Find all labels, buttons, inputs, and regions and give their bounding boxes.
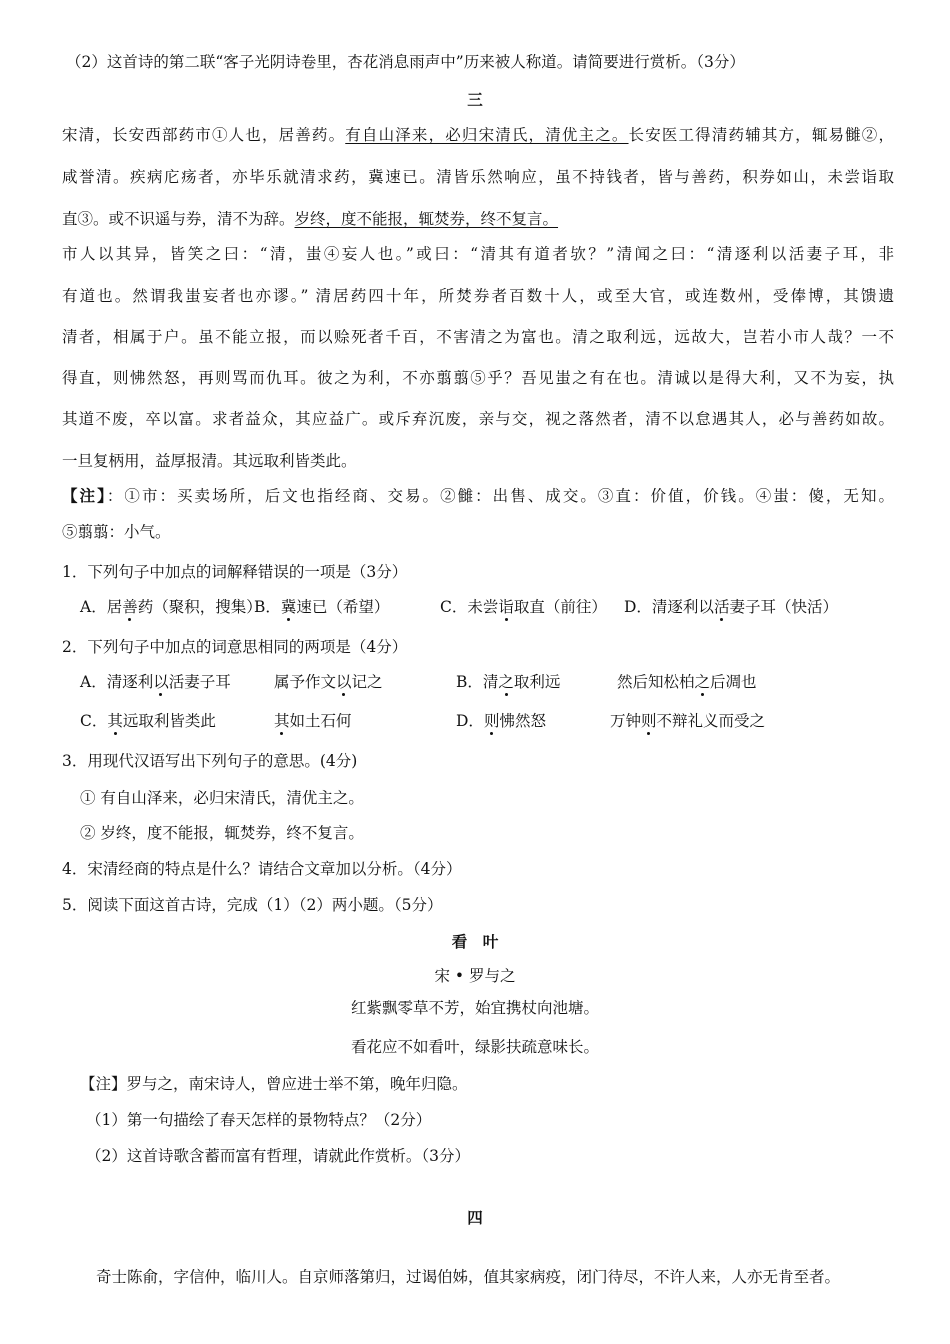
question-4: 4．宋清经商的特点是什么？请结合文章加以分析。（4分） — [62, 860, 462, 878]
underlined-sentence-2: 岁终，度不能报，辄焚券，终不复言。 — [294, 210, 559, 228]
question-2-options-row-2 — [80, 710, 900, 732]
question-2-options-row-1 — [80, 671, 900, 693]
passage-line-9: 一旦复柄用，益厚报清。其远取利皆类此。 — [62, 452, 357, 470]
underlined-sentence-1: 有自山泽来，必归宋清氏，清优主之。 — [345, 126, 629, 144]
q1-option-a: A．居善药（聚积，搜集） — [80, 598, 262, 616]
q2-option-a-2: 属予作文以记之 — [274, 673, 383, 691]
passage-line-3: 直③。或不识遥与券，清不为辞。岁终，度不能报，辄焚券，终不复言。 — [62, 210, 559, 228]
q2-option-d-1: D．则怫然怒 — [456, 712, 546, 730]
passage-line-6: 清者，相属于户。虽不能立报，而以赊死者千百，不害清之为富也。清之取利远，远故大，岂若小市人哉？一不 — [62, 328, 894, 346]
section-4-passage-line-1: 奇士陈俞，字信仲，临川人。自京师落第归，过谒伯姊，值其家病疫，闭门待尽，不许人来，人亦无肯至者。 — [96, 1268, 841, 1286]
previous-question-2: （2）这首诗的第二联“客子光阴诗卷里，杏花消息雨声中”历来被人称道。请简要进行赏析。（3分） — [66, 53, 745, 71]
q1-option-b: B．冀速已（希望） — [254, 598, 390, 616]
passage-line-7: 得直，则怫然怒，再则骂而仇耳。彼之为利，不亦翦翦⑤乎？吾见蚩之有在也。清诚以是得大利，又不为妄，执 — [62, 369, 894, 387]
q2-option-c-2: 其如土石何 — [274, 712, 352, 730]
poem-title: 看 叶 — [451, 932, 499, 951]
passage-line-5: 有道也。然谓我蚩妄者也亦谬。” 清居药四十年，所焚券者百数十人，或至大官，或连数州，受俸博，其馈遗 — [62, 287, 894, 305]
question-3-sentence-1: ① 有自山泽来，必归宋清氏，清优主之。 — [80, 789, 364, 807]
q1-option-c: C．未尝诣取直（前往） — [440, 598, 607, 616]
poem-line-1: 红紫飘零草不芳，始宜携杖向池塘。 — [350, 999, 599, 1017]
q2-option-c-1: C．其远取利皆类此 — [80, 712, 216, 730]
poem-line-2: 看花应不如看叶，绿影扶疏意味长。 — [350, 1038, 599, 1056]
q2-option-a-1: A．清逐利以活妻子耳 — [80, 673, 231, 691]
section-3-heading: 三 — [467, 90, 483, 109]
annotation-line-1: 【注】：①市：买卖场所，后文也指经商、交易。②雠：出售、成交。③直：价值，价钱。④蚩：傻，无知。 — [62, 486, 894, 505]
poem-question-2: （2）这首诗歌含蓄而富有哲理，请就此作赏析。（3分） — [86, 1147, 470, 1165]
question-3-stem: 3．用现代汉语写出下列句子的意思。(4分) — [62, 752, 358, 770]
passage-line-8: 其道不废，卒以富。求者益众，其应益广。或斥弃沉废，亲与交，视之落然者，清不以怠遇其人，必与善药如故。 — [62, 410, 894, 428]
question-5-stem: 5．阅读下面这首古诗，完成（1）（2）两小题。（5分） — [62, 896, 443, 914]
question-3-sentence-2: ② 岁终，度不能报，辄焚券，终不复言。 — [80, 824, 364, 842]
question-1-options — [80, 596, 838, 618]
passage-line-2: 咸誉清。疾病庀疡者，亦毕乐就清求药，冀速已。清皆乐然响应，虽不持钱者，皆与善药，积券如山，未尝诣取 — [62, 168, 894, 186]
q2-option-b-2: 然后知松柏之后凋也 — [617, 673, 757, 691]
question-2-stem: 2．下列句子中加点的词意思相同的两项是（4分） — [62, 638, 408, 656]
poem-annotation: 【注】罗与之，南宋诗人，曾应进士举不第，晚年归隐。 — [80, 1075, 468, 1093]
poem-author: 宋 • 罗与之 — [434, 967, 516, 985]
note-label: 【注】 — [62, 486, 107, 505]
poem-question-1: （1）第一句描绘了春天怎样的景物特点？（2分） — [86, 1111, 432, 1129]
question-1-stem: 1．下列句子中加点的词解释错误的一项是（3分） — [62, 563, 408, 581]
passage-line-1: 宋清，长安西部药市①人也，居善药。有自山泽来，必归宋清氏，清优主之。长安医工得清药辅其方，辄易雠②， — [62, 126, 894, 144]
q2-option-b-1: B．清之取利远 — [456, 673, 561, 691]
q1-option-d: D．清逐利以活妻子耳（快活） — [624, 598, 838, 616]
section-4-heading: 四 — [467, 1208, 483, 1227]
annotation-line-2: ⑤翦翦：小气。 — [62, 523, 171, 541]
q2-option-d-2: 万钟则不辩礼义而受之 — [610, 712, 766, 730]
passage-line-4: 市人以其异，皆笑之曰：“清，蚩④妄人也。”或曰：“清其有道者欤？”清闻之曰：“清逐利以活妻子耳，非 — [62, 245, 894, 263]
